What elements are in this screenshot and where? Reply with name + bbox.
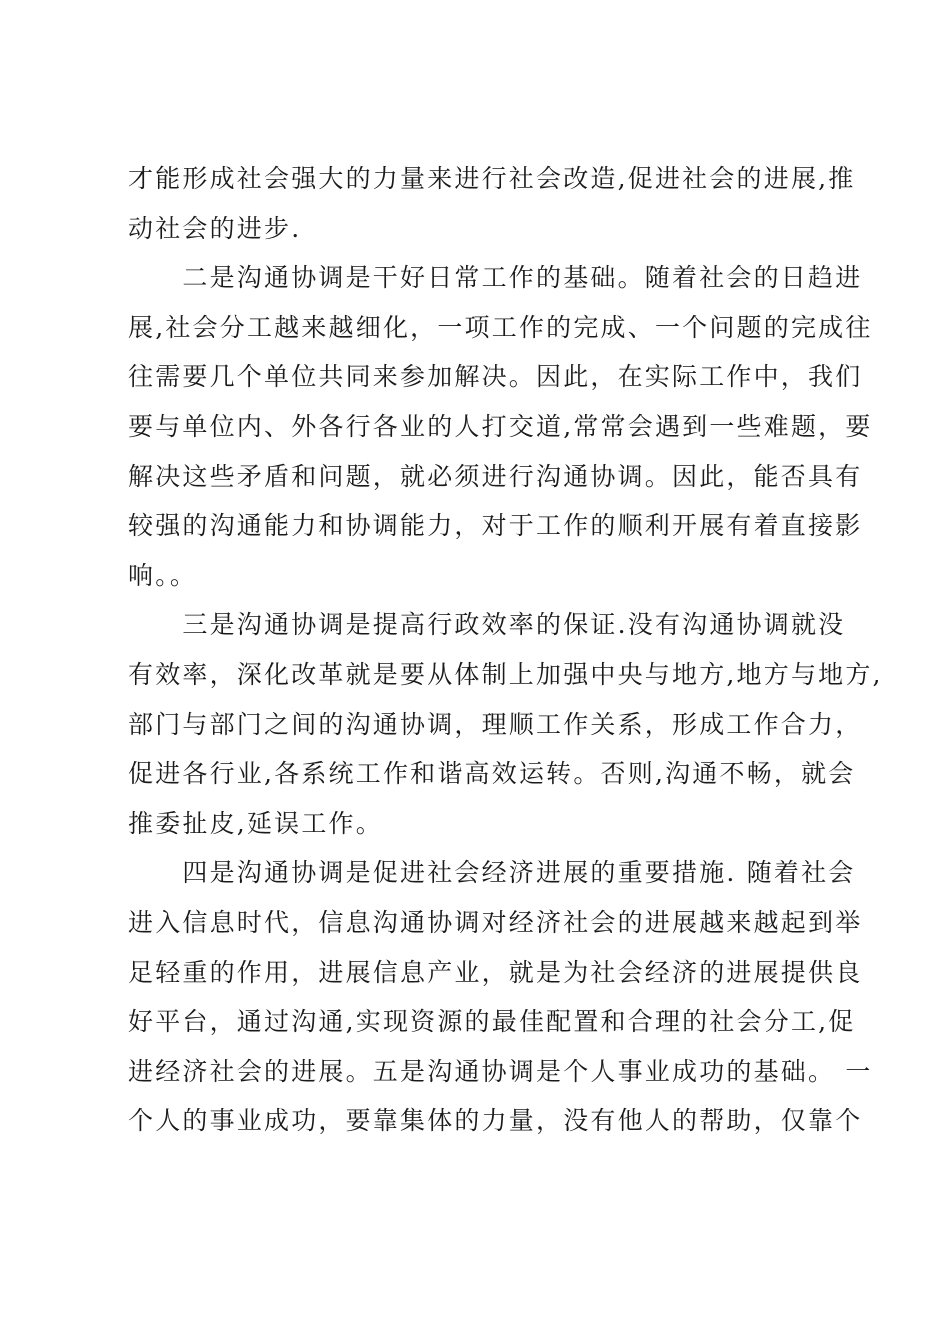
body-text [128, 154, 883, 1146]
text-line: 四是沟通协调是促进社会经济进展的重要措施. 随着社会 [128, 858, 856, 888]
text-line: 三是沟通协调是提高行政效率的保证.没有沟通协调就没 [128, 610, 846, 640]
text-line: 推委扯皮,延误工作。 [128, 808, 383, 838]
text-line: 动社会的进步. [128, 213, 302, 243]
text-line: 响。。 [128, 560, 198, 590]
text-line: 促进各行业,各系统工作和谐高效运转。否则,沟通不畅，就会 [128, 759, 856, 789]
text-line: 才能形成社会强大的力量来进行社会改造,促进社会的进展,推 [128, 164, 856, 193]
text-line: 有效率，深化改革就是要从体制上加强中央与地方,地方与地方, [128, 659, 883, 689]
text-line: 个人的事业成功，要靠集体的力量，没有他人的帮助，仅靠个 [128, 1106, 863, 1136]
text-line: 部门与部门之间的沟通协调，理顺工作关系，形成工作合力， [128, 709, 863, 739]
text-line: 展,社会分工越来越细化，一项工作的完成、一个问题的完成往 [128, 312, 873, 342]
text-line: 进入信息时代，信息沟通协调对经济社会的进展越来越起到举 [128, 907, 863, 937]
text-line: 要与单位内、外各行各业的人打交道,常常会遇到一些难题，要 [128, 411, 873, 441]
text-line: 较强的沟通能力和协调能力，对于工作的顺利开展有着直接影 [128, 511, 863, 541]
text-line: 进经济社会的进展。五是沟通协调是个人事业成功的基础。 一 [128, 1056, 873, 1086]
text-line: 二是沟通协调是干好日常工作的基础。随着社会的日趋进 [128, 263, 863, 293]
text-line: 足轻重的作用，进展信息产业，就是为社会经济的进展提供良 [128, 957, 863, 987]
text-line: 好平台，通过沟通,实现资源的最佳配置和合理的社会分工,促 [128, 1007, 856, 1037]
text-line: 往需要几个单位共同来参加解决。因此，在实际工作中，我们 [128, 362, 863, 392]
text-line: 解决这些矛盾和问题，就必须进行沟通协调。因此，能否具有 [128, 461, 863, 491]
